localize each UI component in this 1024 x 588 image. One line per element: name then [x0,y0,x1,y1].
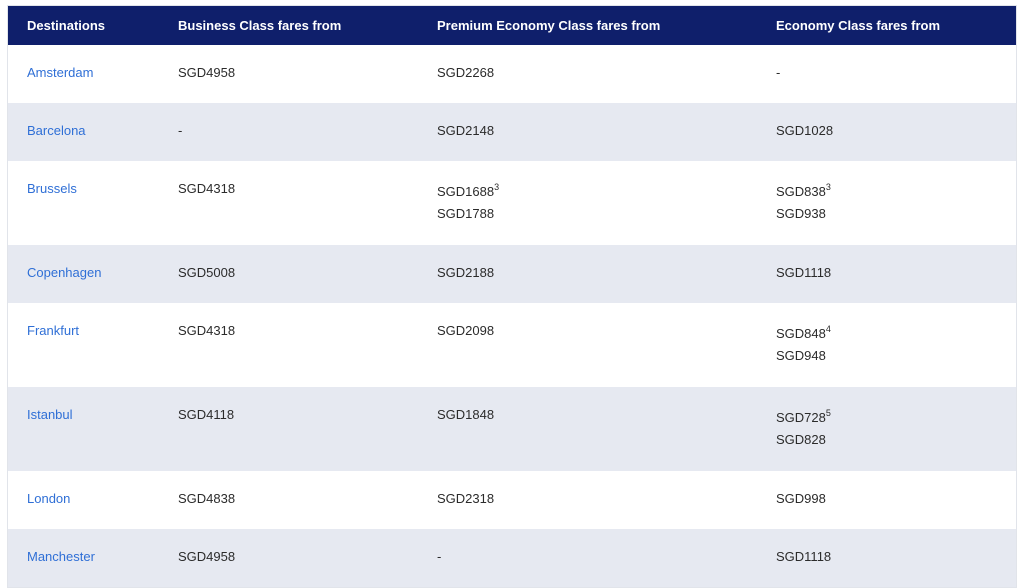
economy-fare-cell [776,245,1016,303]
destination-link[interactable]: Brussels [27,181,77,196]
fare-value [437,488,776,510]
economy-fare-cell [776,161,1016,245]
fare-amount: SGD728 [776,410,826,425]
destination-link[interactable]: Frankfurt [27,323,80,338]
fare-value [178,404,437,426]
table-body [8,45,1016,587]
economy-fare-cell [776,103,1016,161]
footnote-marker: 5 [825,407,831,418]
premium-fare-cell [437,529,776,587]
fare-value [178,62,437,84]
table-row [8,245,1016,303]
fare-value [437,546,776,568]
business-fare-cell [178,245,437,303]
table-row [8,161,1016,245]
destination-link[interactable]: Copenhagen [27,265,102,280]
business-fare-cell [178,103,437,161]
fare-value [776,546,1016,568]
destination-cell [8,471,178,529]
fare-value [776,181,1016,203]
fare-amount: SGD848 [776,326,826,341]
fare-amount: SGD5008 [178,265,236,280]
destination-cell [8,45,178,103]
footnote-marker: 4 [825,323,831,334]
table-header [8,6,1016,45]
fare-value [776,429,1016,451]
fare-amount: - [178,123,183,138]
fare-value [776,345,1016,367]
economy-fare-cell [776,387,1016,471]
fare-amount: SGD838 [776,184,826,199]
table-row [8,471,1016,529]
header-business: Business Class fares from [178,17,342,33]
fare-amount: SGD1028 [776,123,834,138]
fare-value [776,488,1016,510]
fare-amount: SGD4958 [178,65,236,80]
fare-amount: SGD1848 [437,407,495,422]
destination-link[interactable]: Istanbul [27,407,73,422]
destination-cell [8,303,178,387]
business-fare-cell [178,471,437,529]
header-premium: Premium Economy Class fares from [437,17,661,33]
fare-amount: - [776,65,781,80]
fare-amount: SGD998 [776,491,826,506]
fare-value [437,181,776,203]
fare-amount: - [437,549,442,564]
business-fare-cell [178,387,437,471]
table-row [8,45,1016,103]
destination-link[interactable]: Manchester [27,549,95,564]
fare-value [178,546,437,568]
destination-cell [8,387,178,471]
fare-amount: SGD938 [776,206,826,221]
economy-fare-cell [776,303,1016,387]
fare-amount: SGD2148 [437,123,495,138]
fare-amount: SGD1688 [437,184,495,199]
fare-value [776,120,1016,142]
footnote-marker: 3 [494,181,500,192]
fare-value [776,407,1016,429]
fare-value [776,62,1016,84]
header-economy: Economy Class fares from [776,17,941,33]
fare-amount: SGD4318 [178,323,236,338]
fare-table [7,5,1017,588]
business-fare-cell [178,529,437,587]
fare-value [776,323,1016,345]
fare-amount: SGD948 [776,348,826,363]
business-fare-cell [178,303,437,387]
business-fare-cell [178,45,437,103]
fare-value [437,120,776,142]
fare-amount: SGD4118 [178,407,235,422]
destination-link[interactable]: Barcelona [27,123,86,138]
economy-fare-cell [776,529,1016,587]
fare-value [178,120,437,142]
destination-cell [8,103,178,161]
fare-amount: SGD1118 [776,265,832,280]
business-fare-cell [178,161,437,245]
footnote-marker: 3 [825,181,831,192]
fare-value [178,320,437,342]
fare-value [776,203,1016,225]
table-row [8,303,1016,387]
fare-amount: SGD4838 [178,491,236,506]
premium-fare-cell [437,245,776,303]
header-destinations: Destinations [27,17,106,33]
economy-fare-cell [776,471,1016,529]
fare-value [178,488,437,510]
premium-fare-cell [437,303,776,387]
fare-amount: SGD2318 [437,491,495,506]
fare-amount: SGD1118 [776,549,832,564]
destination-link[interactable]: London [27,491,71,506]
fare-amount: SGD828 [776,432,826,447]
table-row [8,103,1016,161]
table-row [8,387,1016,471]
fare-amount: SGD4958 [178,549,236,564]
fare-amount: SGD2268 [437,65,495,80]
premium-fare-cell [437,387,776,471]
destination-cell [8,245,178,303]
fare-value [178,262,437,284]
destination-link[interactable]: Amsterdam [27,65,94,80]
premium-fare-cell [437,161,776,245]
fare-value [437,404,776,426]
fare-amount: SGD2188 [437,265,495,280]
fare-value [437,62,776,84]
fare-value [437,203,776,225]
fare-value [178,178,437,200]
economy-fare-cell [776,45,1016,103]
premium-fare-cell [437,103,776,161]
premium-fare-cell [437,471,776,529]
fare-value [437,320,776,342]
destination-cell [8,161,178,245]
destination-cell [8,529,178,587]
table-row [8,529,1016,587]
fare-value [437,262,776,284]
premium-fare-cell [437,45,776,103]
fare-value [776,262,1016,284]
fare-amount: SGD2098 [437,323,495,338]
fare-amount: SGD1788 [437,206,495,221]
fare-amount: SGD4318 [178,181,236,196]
